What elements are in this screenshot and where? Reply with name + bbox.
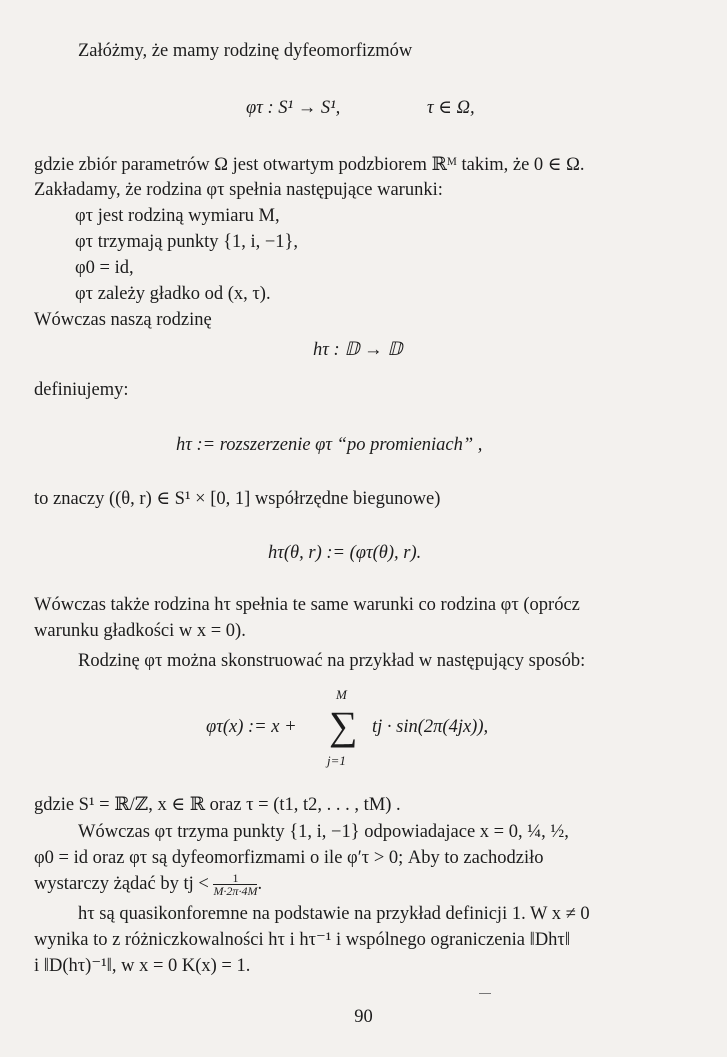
text-line: Wówczas φτ trzyma punkty {1, i, −1} odpowiadajace x = 0, ¼, ½, — [78, 822, 569, 842]
text-line: hτ są quasikonforemne na podstawie na przykład definicji 1. W x ≠ 0 — [78, 904, 590, 924]
text-line: Wówczas naszą rodzinę — [34, 310, 212, 330]
text-line: wynika to z różniczkowalności hτ i hτ⁻¹ i wspólnego ograniczenia ‖Dhτ‖ — [34, 930, 571, 950]
text-line: Załóżmy, że mamy rodzinę dyfeomorfizmów — [78, 41, 413, 61]
page-number: 90 — [354, 1007, 373, 1027]
text-fragment: wystarczy żądać by tj < — [34, 874, 209, 894]
stray-mark — [479, 993, 491, 994]
fraction — [213, 872, 257, 897]
text-line: to znaczy ((θ, r) ∈ S¹ × [0, 1] współrzędne biegunowe) — [34, 489, 441, 509]
text-fragment: . — [257, 874, 263, 894]
summation-equation — [0, 688, 727, 778]
display-equation: τ ∈ Ω, — [427, 98, 475, 118]
condition-item: φτ jest rodziną wymiaru M, — [75, 206, 280, 226]
fraction-denominator: M·2π·4M — [213, 884, 258, 899]
display-equation: φτ : S¹ → S¹, — [246, 98, 341, 118]
text-line: gdzie S¹ = ℝ/ℤ, x ∈ ℝ oraz τ = (t1, t2, . . . , tM) . — [34, 795, 401, 815]
condition-item: φ0 = id, — [75, 258, 134, 278]
condition-item: φτ trzymają punkty {1, i, −1}, — [75, 232, 299, 252]
equation-rhs: tj · sin(2π(4jx)), — [372, 717, 489, 737]
text-line: Zakładamy, że rodzina φτ spełnia następujące warunki: — [34, 180, 443, 200]
text-line: i ‖D(hτ)⁻¹‖, w x = 0 K(x) = 1. — [34, 956, 251, 976]
condition-item: φτ zależy gładko od (x, τ). — [75, 284, 271, 304]
summation-symbol: ∑ — [329, 703, 358, 748]
fraction-numerator: 1 — [213, 872, 257, 885]
text-line — [34, 871, 262, 897]
equation-lhs: φτ(x) := x + — [206, 717, 297, 737]
summation-lower-limit: j=1 — [327, 753, 346, 768]
text-line: Rodzinę φτ można skonstruować na przykład w następujący sposób: — [78, 651, 586, 671]
text-line: Wówczas także rodzina hτ spełnia te same warunki co rodzina φτ (oprócz — [34, 595, 580, 615]
display-equation: hτ : 𝔻 → 𝔻 — [313, 340, 403, 360]
text-line: definiujemy: — [34, 380, 129, 400]
display-equation: hτ := rozszerzenie φτ “po promieniach” , — [176, 435, 483, 455]
text-line: warunku gładkości w x = 0). — [34, 621, 246, 641]
text-line: φ0 = id oraz φτ są dyfeomorfizmami o ile φ′τ > 0; Aby to zachodziło — [34, 848, 544, 868]
display-equation: hτ(θ, r) := (φτ(θ), r). — [268, 543, 422, 563]
text-line: gdzie zbiór parametrów Ω jest otwartym podzbiorem ℝᴹ takim, że 0 ∈ Ω. — [34, 155, 585, 175]
summation-upper-limit: M — [336, 687, 347, 702]
